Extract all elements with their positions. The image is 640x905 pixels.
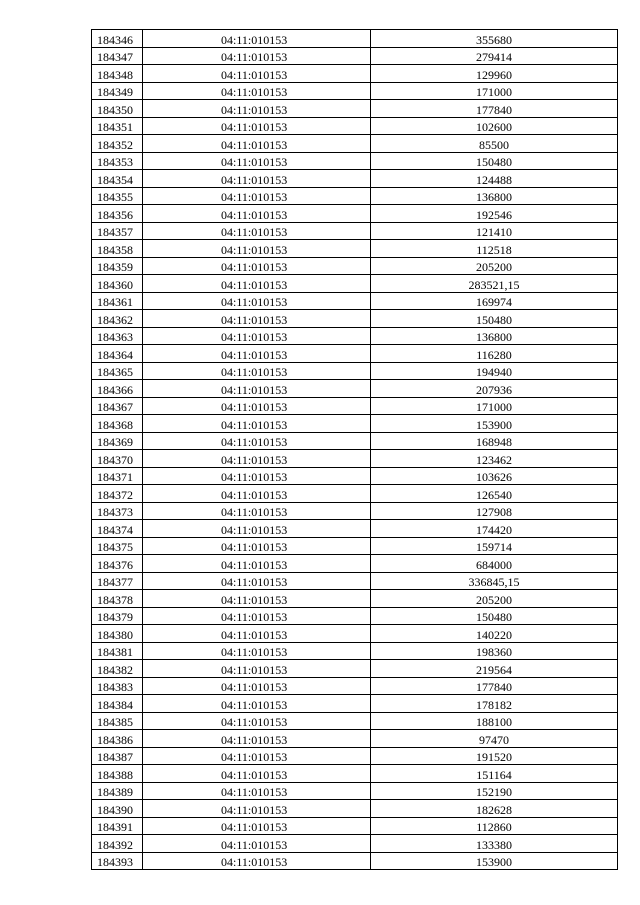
record-id-cell: 184356 <box>92 205 143 223</box>
value-cell: 283521,15 <box>371 275 618 293</box>
record-id-cell: 184365 <box>92 362 143 380</box>
value-cell: 112860 <box>371 817 618 835</box>
record-id-cell: 184348 <box>92 65 143 83</box>
cadastral-code-cell: 04:11:010153 <box>143 835 371 853</box>
record-id-cell: 184378 <box>92 590 143 608</box>
record-id-cell: 184349 <box>92 82 143 100</box>
table-row <box>92 765 618 783</box>
value-cell: 684000 <box>371 555 618 573</box>
record-id-cell: 184386 <box>92 730 143 748</box>
record-id-cell: 184352 <box>92 135 143 153</box>
record-id-cell: 184357 <box>92 222 143 240</box>
table-row <box>92 310 618 328</box>
value-cell: 140220 <box>371 625 618 643</box>
table-row <box>92 730 618 748</box>
record-id-cell: 184360 <box>92 275 143 293</box>
cadastral-code-cell: 04:11:010153 <box>143 677 371 695</box>
record-id-cell: 184373 <box>92 502 143 520</box>
table-row <box>92 30 618 48</box>
value-cell: 152190 <box>371 782 618 800</box>
value-cell: 279414 <box>371 47 618 65</box>
record-id-cell: 184364 <box>92 345 143 363</box>
record-id-cell: 184358 <box>92 240 143 258</box>
record-id-cell: 184355 <box>92 187 143 205</box>
value-cell: 198360 <box>371 642 618 660</box>
cadastral-code-cell: 04:11:010153 <box>143 520 371 538</box>
record-id-cell: 184376 <box>92 555 143 573</box>
value-cell: 205200 <box>371 590 618 608</box>
record-id-cell: 184368 <box>92 415 143 433</box>
cadastral-code-cell: 04:11:010153 <box>143 642 371 660</box>
value-cell: 116280 <box>371 345 618 363</box>
value-cell: 178182 <box>371 695 618 713</box>
record-id-cell: 184390 <box>92 800 143 818</box>
cadastral-code-cell: 04:11:010153 <box>143 222 371 240</box>
record-id-cell: 184384 <box>92 695 143 713</box>
cadastral-code-cell: 04:11:010153 <box>143 30 371 48</box>
cadastral-code-cell: 04:11:010153 <box>143 695 371 713</box>
value-cell: 121410 <box>371 222 618 240</box>
record-id-cell: 184389 <box>92 782 143 800</box>
value-cell: 188100 <box>371 712 618 730</box>
table-row <box>92 47 618 65</box>
value-cell: 159714 <box>371 537 618 555</box>
table-row <box>92 380 618 398</box>
cadastral-code-cell: 04:11:010153 <box>143 170 371 188</box>
table-row <box>92 100 618 118</box>
value-cell: 127908 <box>371 502 618 520</box>
value-cell: 205200 <box>371 257 618 275</box>
cadastral-code-cell: 04:11:010153 <box>143 187 371 205</box>
cadastral-code-cell: 04:11:010153 <box>143 292 371 310</box>
cadastral-code-cell: 04:11:010153 <box>143 205 371 223</box>
table-row <box>92 782 618 800</box>
value-cell: 336845,15 <box>371 572 618 590</box>
cadastral-code-cell: 04:11:010153 <box>143 800 371 818</box>
table-row <box>92 327 618 345</box>
table-row <box>92 432 618 450</box>
table-row <box>92 852 618 870</box>
table-row <box>92 590 618 608</box>
table-row <box>92 362 618 380</box>
cadastral-code-cell: 04:11:010153 <box>143 625 371 643</box>
table-row <box>92 152 618 170</box>
table-row <box>92 520 618 538</box>
table-row <box>92 607 618 625</box>
cadastral-code-cell: 04:11:010153 <box>143 817 371 835</box>
table-row <box>92 170 618 188</box>
cadastral-code-cell: 04:11:010153 <box>143 257 371 275</box>
value-cell: 124488 <box>371 170 618 188</box>
value-cell: 150480 <box>371 607 618 625</box>
record-id-cell: 184380 <box>92 625 143 643</box>
value-cell: 207936 <box>371 380 618 398</box>
table-row <box>92 695 618 713</box>
record-id-cell: 184350 <box>92 100 143 118</box>
record-id-cell: 184371 <box>92 467 143 485</box>
cadastral-code-cell: 04:11:010153 <box>143 467 371 485</box>
value-cell: 182628 <box>371 800 618 818</box>
record-id-cell: 184392 <box>92 835 143 853</box>
cadastral-code-cell: 04:11:010153 <box>143 327 371 345</box>
value-cell: 129960 <box>371 65 618 83</box>
record-id-cell: 184347 <box>92 47 143 65</box>
table-row <box>92 502 618 520</box>
table-row <box>92 747 618 765</box>
cadastral-code-cell: 04:11:010153 <box>143 82 371 100</box>
value-cell: 168948 <box>371 432 618 450</box>
value-cell: 136800 <box>371 327 618 345</box>
cadastral-code-cell: 04:11:010153 <box>143 47 371 65</box>
table-row <box>92 817 618 835</box>
value-cell: 355680 <box>371 30 618 48</box>
value-cell: 171000 <box>371 82 618 100</box>
table-row <box>92 677 618 695</box>
record-id-cell: 184383 <box>92 677 143 695</box>
record-id-cell: 184363 <box>92 327 143 345</box>
record-id-cell: 184366 <box>92 380 143 398</box>
table-row <box>92 835 618 853</box>
table-row <box>92 257 618 275</box>
value-cell: 169974 <box>371 292 618 310</box>
table-row <box>92 712 618 730</box>
cadastral-code-cell: 04:11:010153 <box>143 555 371 573</box>
cadastral-code-cell: 04:11:010153 <box>143 362 371 380</box>
table-row <box>92 572 618 590</box>
value-cell: 112518 <box>371 240 618 258</box>
cadastral-code-cell: 04:11:010153 <box>143 485 371 503</box>
value-cell: 136800 <box>371 187 618 205</box>
value-cell: 153900 <box>371 415 618 433</box>
cadastral-code-cell: 04:11:010153 <box>143 135 371 153</box>
cadastral-code-cell: 04:11:010153 <box>143 537 371 555</box>
cadastral-code-cell: 04:11:010153 <box>143 572 371 590</box>
value-cell: 174420 <box>371 520 618 538</box>
cadastral-code-cell: 04:11:010153 <box>143 240 371 258</box>
table-row <box>92 205 618 223</box>
table-row <box>92 275 618 293</box>
record-id-cell: 184374 <box>92 520 143 538</box>
table-row <box>92 625 618 643</box>
table-row <box>92 240 618 258</box>
cadastral-code-cell: 04:11:010153 <box>143 765 371 783</box>
record-id-cell: 184393 <box>92 852 143 870</box>
value-cell: 85500 <box>371 135 618 153</box>
value-cell: 194940 <box>371 362 618 380</box>
cadastral-code-cell: 04:11:010153 <box>143 152 371 170</box>
cadastral-code-cell: 04:11:010153 <box>143 607 371 625</box>
table-row <box>92 187 618 205</box>
table-row <box>92 800 618 818</box>
record-id-cell: 184353 <box>92 152 143 170</box>
table-row <box>92 222 618 240</box>
value-cell: 97470 <box>371 730 618 748</box>
record-id-cell: 184379 <box>92 607 143 625</box>
cadastral-code-cell: 04:11:010153 <box>143 380 371 398</box>
value-cell: 133380 <box>371 835 618 853</box>
cadastral-code-cell: 04:11:010153 <box>143 712 371 730</box>
cadastral-code-cell: 04:11:010153 <box>143 117 371 135</box>
cadastral-code-cell: 04:11:010153 <box>143 275 371 293</box>
record-id-cell: 184375 <box>92 537 143 555</box>
cadastral-code-cell: 04:11:010153 <box>143 730 371 748</box>
cadastral-code-cell: 04:11:010153 <box>143 590 371 608</box>
document-page <box>91 29 617 870</box>
value-cell: 177840 <box>371 677 618 695</box>
value-cell: 102600 <box>371 117 618 135</box>
table-row <box>92 65 618 83</box>
value-cell: 177840 <box>371 100 618 118</box>
cadastral-code-cell: 04:11:010153 <box>143 450 371 468</box>
record-id-cell: 184387 <box>92 747 143 765</box>
records-table-body <box>92 30 618 870</box>
value-cell: 150480 <box>371 152 618 170</box>
table-row <box>92 467 618 485</box>
cadastral-code-cell: 04:11:010153 <box>143 502 371 520</box>
cadastral-code-cell: 04:11:010153 <box>143 747 371 765</box>
value-cell: 150480 <box>371 310 618 328</box>
record-id-cell: 184381 <box>92 642 143 660</box>
value-cell: 151164 <box>371 765 618 783</box>
value-cell: 171000 <box>371 397 618 415</box>
value-cell: 103626 <box>371 467 618 485</box>
records-table <box>91 29 618 870</box>
value-cell: 123462 <box>371 450 618 468</box>
value-cell: 153900 <box>371 852 618 870</box>
record-id-cell: 184369 <box>92 432 143 450</box>
cadastral-code-cell: 04:11:010153 <box>143 660 371 678</box>
cadastral-code-cell: 04:11:010153 <box>143 415 371 433</box>
record-id-cell: 184354 <box>92 170 143 188</box>
cadastral-code-cell: 04:11:010153 <box>143 432 371 450</box>
record-id-cell: 184346 <box>92 30 143 48</box>
table-row <box>92 117 618 135</box>
record-id-cell: 184367 <box>92 397 143 415</box>
table-row <box>92 82 618 100</box>
record-id-cell: 184391 <box>92 817 143 835</box>
record-id-cell: 184377 <box>92 572 143 590</box>
cadastral-code-cell: 04:11:010153 <box>143 65 371 83</box>
record-id-cell: 184370 <box>92 450 143 468</box>
cadastral-code-cell: 04:11:010153 <box>143 782 371 800</box>
table-row <box>92 642 618 660</box>
table-row <box>92 450 618 468</box>
table-row <box>92 537 618 555</box>
cadastral-code-cell: 04:11:010153 <box>143 100 371 118</box>
table-row <box>92 345 618 363</box>
table-row <box>92 292 618 310</box>
cadastral-code-cell: 04:11:010153 <box>143 310 371 328</box>
record-id-cell: 184351 <box>92 117 143 135</box>
table-row <box>92 135 618 153</box>
value-cell: 219564 <box>371 660 618 678</box>
record-id-cell: 184372 <box>92 485 143 503</box>
cadastral-code-cell: 04:11:010153 <box>143 852 371 870</box>
record-id-cell: 184388 <box>92 765 143 783</box>
table-row <box>92 555 618 573</box>
value-cell: 126540 <box>371 485 618 503</box>
record-id-cell: 184359 <box>92 257 143 275</box>
value-cell: 191520 <box>371 747 618 765</box>
table-row <box>92 660 618 678</box>
table-row <box>92 415 618 433</box>
record-id-cell: 184362 <box>92 310 143 328</box>
record-id-cell: 184361 <box>92 292 143 310</box>
value-cell: 192546 <box>371 205 618 223</box>
record-id-cell: 184385 <box>92 712 143 730</box>
cadastral-code-cell: 04:11:010153 <box>143 397 371 415</box>
table-row <box>92 485 618 503</box>
cadastral-code-cell: 04:11:010153 <box>143 345 371 363</box>
table-row <box>92 397 618 415</box>
record-id-cell: 184382 <box>92 660 143 678</box>
